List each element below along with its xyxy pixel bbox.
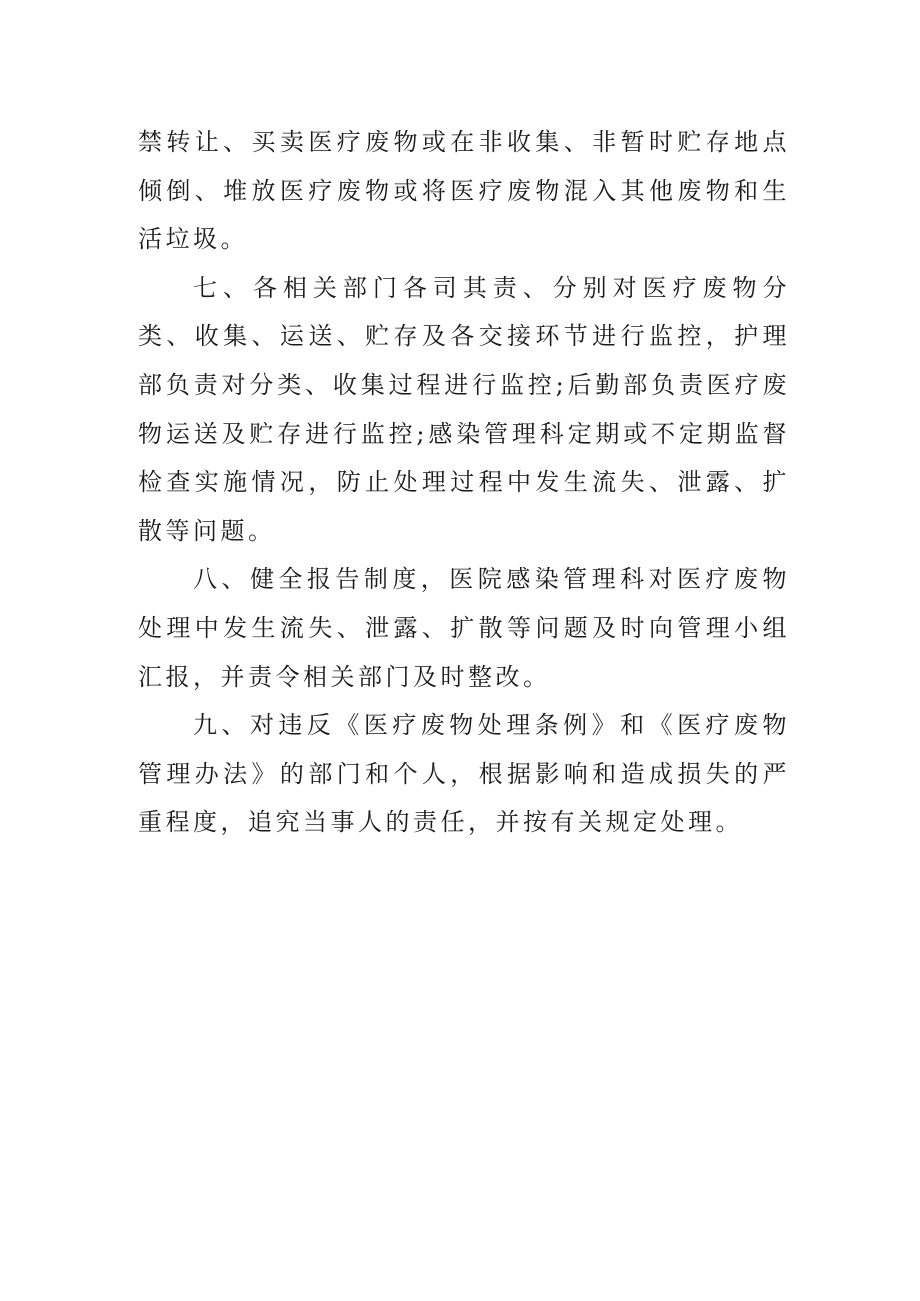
document-body — [138, 118, 790, 847]
paragraph-continuation: 禁转让、买卖医疗废物或在非收集、非暂时贮存地点倾倒、堆放医疗废物或将医疗废物混入其他废物和生活垃圾。 — [138, 128, 790, 254]
paragraph-item-7: 七、各相关部门各司其责、分别对医疗废物分类、收集、运送、贮存及各交接环节进行监控，护理部负责对分类、收集过程进行监控;后勤部负责医疗废物运送及贮存进行监控;感染管理科定期或不定期监督检查实施情况，防止处理过程中发生流失、泄露、扩散等问题。 — [138, 273, 790, 545]
paragraph-item-9: 九、对违反《医疗废物处理条例》和《医疗废物管理办法》的部门和个人，根据影响和造成损失的严重程度，追究当事人的责任，并按有关规定处理。 — [138, 711, 790, 837]
paragraph-item-8: 八、健全报告制度，医院感染管理科对医疗废物处理中发生流失、泄露、扩散等问题及时向管理小组汇报，并责令相关部门及时整改。 — [138, 565, 790, 691]
